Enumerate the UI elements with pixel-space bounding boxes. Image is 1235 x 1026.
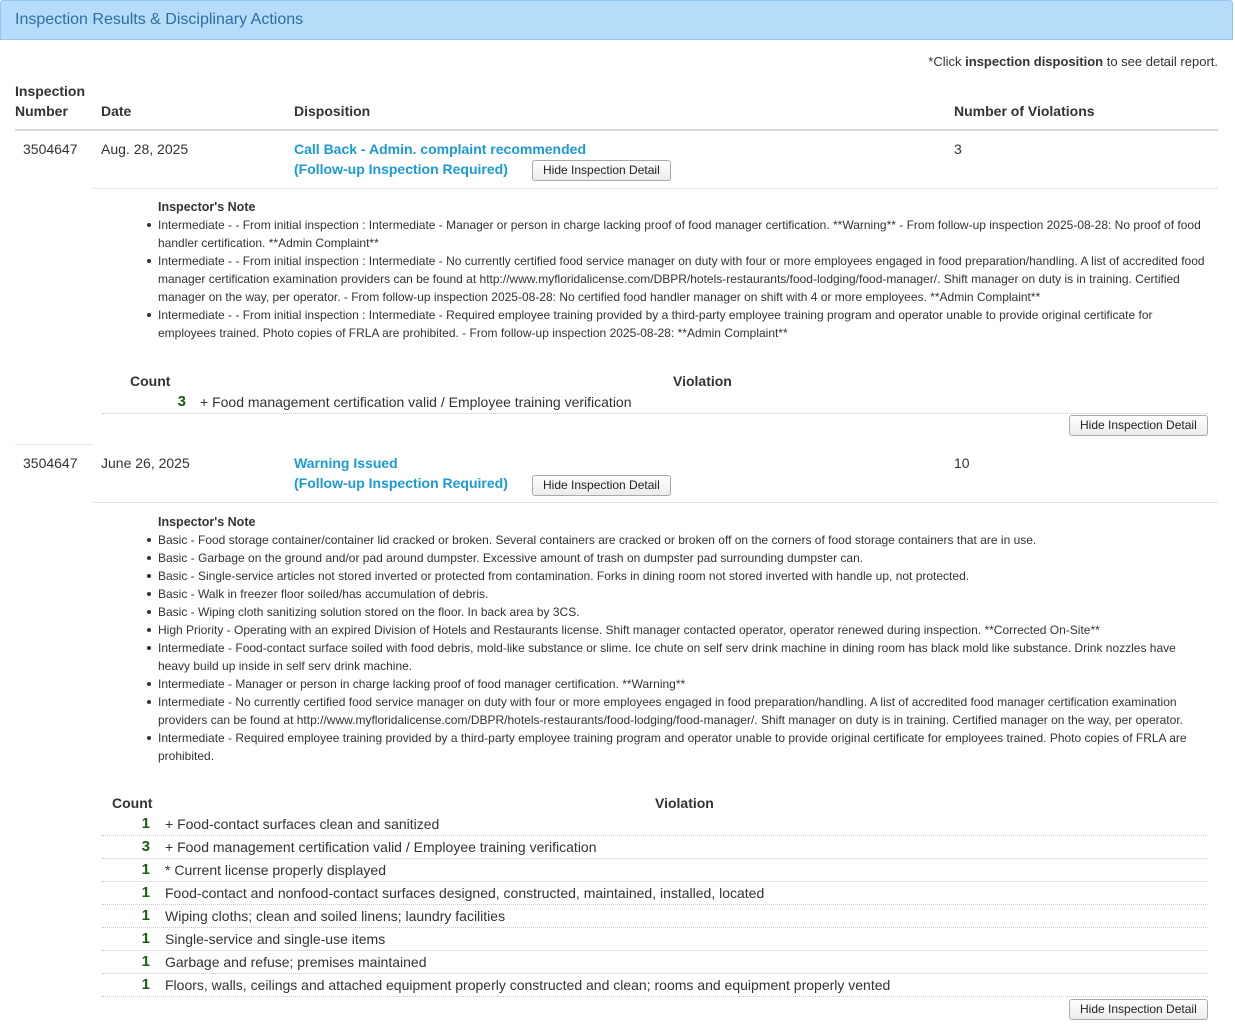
violation-text: Floors, walls, ceilings and attached equipment properly constructed and clean; rooms and equipment properly vented (165, 977, 891, 993)
hint-prefix: *Click (928, 54, 966, 69)
header-date: Date (101, 103, 132, 119)
violation-text: Wiping cloths; clean and soiled linens; laundry facilities (165, 908, 506, 924)
section-divider (15, 444, 93, 445)
violation-header: Violation (673, 373, 732, 389)
violation-count: 1 (141, 884, 150, 901)
violation-count: 1 (141, 861, 150, 878)
violations-count: 10 (954, 455, 970, 471)
note-item: Intermediate - - From initial inspection : Intermediate - Manager or person in charge lacking proof of food manager certification. **Warning** - From follow-up inspection 2025-08-28: No proof of food handler certification. **Admin Complaint** (158, 216, 1208, 252)
violation-row (102, 951, 1208, 974)
violation-text: + Food-contact surfaces clean and sanitized (165, 816, 440, 832)
notes-list (158, 216, 1208, 342)
disposition-hint (928, 54, 1218, 69)
note-item: Intermediate - Required employee training provided by a third-party employee training program and operator unable to provide original certificate for employees trained. Photo copies of FRLA are prohibited. (158, 729, 1208, 765)
header-violations: Number of Violations (954, 103, 1095, 119)
violation-count: 3 (141, 838, 150, 855)
violation-count: 1 (141, 815, 150, 832)
count-header: Count (112, 795, 153, 811)
note-item: Basic - Garbage on the ground and/or pad around dumpster. Excessive amount of trash on dumpster pad surrounding dumpster can. (158, 549, 1208, 567)
hide-inspection-detail-bottom-button[interactable]: Hide Inspection Detail (1069, 415, 1208, 436)
disposition-link[interactable]: Call Back - Admin. complaint recommended (294, 141, 586, 157)
note-item: Intermediate - Manager or person in charge lacking proof of food manager certification. **Warning** (158, 675, 1208, 693)
violation-header: Violation (655, 795, 714, 811)
violation-text: Food-contact and nonfood-contact surfaces designed, constructed, maintained, installed, located (165, 885, 765, 901)
inspection-number: 3504647 (23, 455, 78, 471)
inspection-date: Aug. 28, 2025 (101, 141, 189, 157)
violation-text: Single-service and single-use items (165, 931, 386, 947)
violation-count: 1 (141, 907, 150, 924)
header-number-line2: Number (15, 103, 68, 119)
header-disposition: Disposition (294, 103, 371, 119)
header-inspection-number (15, 81, 85, 121)
note-item: Intermediate - Food-contact surface soiled with food debris, mold-like substance or slime. Ice chute on self serv drink machine in dining room has black mold like substance. Drink nozzles have heavy build up inside in self serv drink machine. (158, 639, 1208, 675)
violation-count: 1 (141, 930, 150, 947)
violation-row (102, 859, 1208, 882)
violation-text: * Current license properly displayed (165, 862, 386, 878)
notes-list (158, 531, 1208, 765)
note-item: Basic - Single-service articles not stored inverted or protected from contamination. Forks in dining room not stored inverted with handle up, not protected. (158, 567, 1208, 585)
note-item: Basic - Food storage container/container lid cracked or broken. Several containers are cracked or broken off on the corners of food storage containers that are in use. (158, 531, 1208, 549)
hint-bold: inspection disposition (965, 54, 1104, 69)
header-number-line1: Inspection (15, 83, 86, 99)
header-divider (15, 129, 1218, 131)
violation-text: + Food management certification valid / Employee training verification (200, 394, 632, 410)
violations-count: 3 (954, 141, 962, 157)
violation-text: Garbage and refuse; premises maintained (165, 954, 427, 970)
violation-row (102, 813, 1208, 836)
inspector-note-title: Inspector's Note (158, 200, 256, 214)
violation-row (102, 882, 1208, 905)
violation-text: + Food management certification valid / Employee training verification (165, 839, 597, 855)
note-item: Intermediate - - From initial inspection : Intermediate - No currently certified food service manager on duty with four or more employees engaged in food preparation/handling. A list of accredited food manager certification examination providers can be found at http://www.myfloridalicense.com/DBPR/hotels-restaurants/food-lodging/food-manager/. Shift manager on duty is in training. Certified manager on the way, per operator. - From follow-up inspection 2025-08-28: No certified food handler manager on shift with 4 or more employees. **Admin Complaint** (158, 252, 1208, 306)
violation-count: 1 (141, 976, 150, 993)
note-item: Intermediate - No currently certified food service manager on duty with four or more employees engaged in food preparation/handling. A list of accredited food manager certification examination providers can be found at http://www.myfloridalicense.com/DBPR/hotels-restaurants/food-lodging/food-manager/. Shift manager on duty is in training. Certified manager on the way, per operator. (158, 693, 1208, 729)
inspector-note-title: Inspector's Note (158, 515, 256, 529)
note-item: Intermediate - - From initial inspection : Intermediate - Required employee training provided by a third-party employee training program and operator unable to provide original certificate for employees trained. Photo copies of FRLA are prohibited. - From follow-up inspection 2025-08-28: **Admin Complaint** (158, 306, 1208, 342)
violation-row (102, 391, 1208, 414)
panel-title: Inspection Results & Disciplinary Actions (15, 11, 304, 28)
violation-row (102, 928, 1208, 951)
inspector-notes (158, 198, 1208, 342)
violation-row (102, 836, 1208, 859)
violation-row (102, 905, 1208, 928)
note-item: Basic - Walk in freezer floor soiled/has accumulation of debris. (158, 585, 1208, 603)
violation-count: 1 (141, 953, 150, 970)
note-item: Basic - Wiping cloth sanitizing solution stored on the floor. In back area by 3CS. (158, 603, 1208, 621)
row-divider (93, 502, 1218, 503)
inspection-date: June 26, 2025 (101, 455, 190, 471)
hint-suffix: to see detail report. (1103, 54, 1218, 69)
note-item: High Priority - Operating with an expired Division of Hotels and Restaurants license. Shift manager contacted operator, operator renewed during inspection. **Corrected On-Site** (158, 621, 1208, 639)
panel-header (0, 0, 1233, 40)
followup-link[interactable]: (Follow-up Inspection Required) (294, 475, 508, 491)
violations-table (102, 793, 1208, 998)
disposition-link[interactable]: Warning Issued (294, 455, 398, 471)
inspection-number: 3504647 (23, 141, 78, 157)
violations-table (102, 371, 1208, 415)
violation-count: 3 (177, 393, 186, 410)
hide-inspection-detail-button[interactable]: Hide Inspection Detail (532, 160, 671, 181)
hide-inspection-detail-button[interactable]: Hide Inspection Detail (532, 475, 671, 496)
inspector-notes (158, 513, 1208, 765)
violation-row (102, 974, 1208, 997)
followup-link[interactable]: (Follow-up Inspection Required) (294, 161, 508, 177)
row-divider (93, 188, 1218, 189)
count-header: Count (130, 373, 171, 389)
hide-inspection-detail-bottom-button[interactable]: Hide Inspection Detail (1069, 999, 1208, 1020)
